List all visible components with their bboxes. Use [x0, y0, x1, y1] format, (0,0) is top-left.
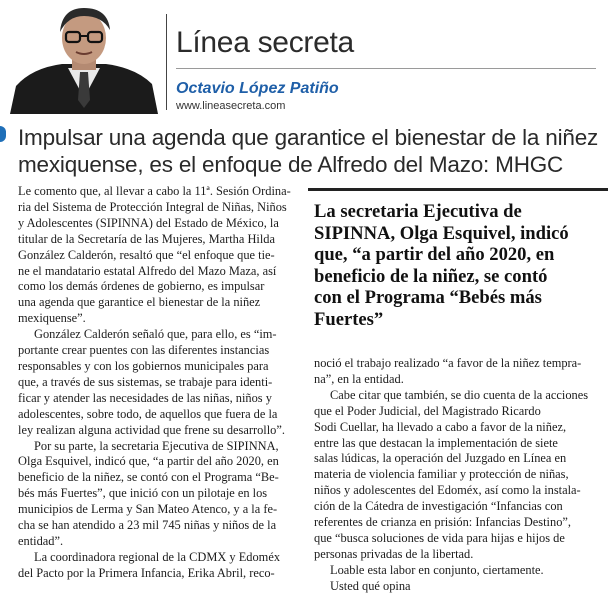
pull-quote-line: que, “a partir del año 2020, en [314, 244, 555, 266]
text-line: responsables y con los gobiernos municipales para [18, 358, 269, 373]
text-line: que el Poder Judicial, del Magistrado Ricardo [314, 403, 541, 418]
author-portrait-image [10, 2, 158, 114]
text-line: adolescentes, sobre todo, de aquellos que fuera de la [18, 406, 278, 421]
text-line: que, a través de sus sistemas, se trabaje para identi- [18, 374, 273, 389]
text-line: ción de la Cátedra de investigación “Infancias con [314, 499, 563, 514]
text-line: beneficio de la niñez, se contó con el Programa “Be- [18, 470, 279, 485]
text-line: Por su parte, la secretaria Ejecutiva de SIPINNA, [34, 438, 279, 453]
article-column-1 [18, 184, 304, 582]
text-line: como los demás órdenes de gobierno, es impulsar [18, 279, 265, 294]
text-line: na”, en la entidad. [314, 371, 404, 386]
text-line: personas privadas de la libertad. [314, 546, 474, 561]
text-line: ne el mandatario estatal Alfredo del Mazo Maza, así [18, 263, 277, 278]
website-link[interactable]: www.lineasecreta.com [176, 100, 286, 112]
text-line: bés más Fuertes”, que inició con un pilotaje en los [18, 486, 268, 501]
text-line: referentes de crianza en prisión: Infancias Destino”, [314, 515, 571, 530]
text-line: Loable esta labor en conjunto, ciertamente. [330, 562, 544, 577]
pull-quote-line: Fuertes” [314, 308, 384, 330]
text-line: niños y adolescentes del Edoméx, así como la instala- [314, 483, 581, 498]
pull-quote-line: beneficio de la niñez, se contó [314, 265, 548, 287]
text-line: Olga Esquivel, indicó que, “a partir del año 2020, en [18, 454, 279, 469]
text-line: y Adolescentes (SIPINNA) del Estado de México, la [18, 215, 279, 230]
text-line: portante crear puentes con las diferentes instancias [18, 343, 270, 358]
text-line: ria del Sistema de Protección Integral de Niñas, Niños [18, 199, 287, 214]
text-line: una agenda que garantice el bienestar de la niñez [18, 295, 261, 310]
text-line: ley realizan alguna actividad que frene su desarrollo”. [18, 422, 285, 437]
text-line: González Calderón, resaltó que “el enfoque que tie- [18, 247, 275, 262]
pull-quote-line: con el Programa “Bebés más [314, 287, 542, 309]
title-rule [176, 68, 596, 69]
text-line: noció el trabajo realizado “a favor de la niñez tempra- [314, 356, 582, 370]
author-name: Octavio López Patiño [176, 80, 339, 97]
pull-quote-text [314, 201, 606, 331]
text-line: titular de la Secretaría de las Mujeres, Martha Hilda [18, 231, 276, 246]
column-title: Línea secreta [176, 26, 354, 59]
text-line: municipios de Lerma y San Mateo Atenco, y a la fe- [18, 502, 278, 517]
text-line: salas lúdicas, la operación del Juzgado en Línea en [314, 451, 567, 466]
headline-line: mexiquense, es el enfoque de Alfredo del Mazo: MHGC [18, 152, 564, 177]
text-line: mexiquense”. [18, 311, 86, 326]
text-line: Le comento que, al llevar a cabo la 11ª. Sesión Ordina- [18, 184, 291, 198]
pull-quote [308, 188, 608, 349]
text-line: Cabe citar que también, se dio cuenta de la acciones [330, 387, 589, 402]
column-header [0, 0, 613, 116]
text-line: del Pacto por la Primera Infancia, Erika Abril, reco- [18, 565, 275, 580]
headline [18, 124, 608, 178]
text-line: materia de violencia familiar y protección de niñas, [314, 467, 569, 482]
author-photo [10, 2, 158, 114]
header-divider [166, 14, 167, 110]
text-line: que “busca soluciones de vida para hijas e hijos de [314, 530, 565, 545]
text-line: Usted qué opina [330, 578, 411, 593]
headline-line: Impulsar una agenda que garantice el bienestar de la niñez [18, 125, 599, 150]
text-line: entidad”. [18, 533, 64, 548]
text-line: González Calderón señaló que, para ello, es “im- [34, 327, 277, 342]
text-line: entre las que destacan la implementación de siete [314, 435, 558, 450]
pull-quote-line: La secretaria Ejecutiva de [314, 201, 522, 222]
text-line: La coordinadora regional de la CDMX y Edoméx [34, 549, 281, 564]
text-line: cha se han atendido a 23 mil 745 niñas y niños de la [18, 518, 277, 533]
text-line: Sodi Cuellar, ha llevado a cabo a favor de la niñez, [314, 419, 567, 434]
article-column-2 [314, 356, 608, 595]
headline-bullet-icon [0, 126, 6, 142]
text-line: ficar y atender las necesidades de las niñas, niños y [18, 390, 272, 405]
pull-quote-line: SIPINNA, Olga Esquivel, indicó [314, 222, 569, 244]
